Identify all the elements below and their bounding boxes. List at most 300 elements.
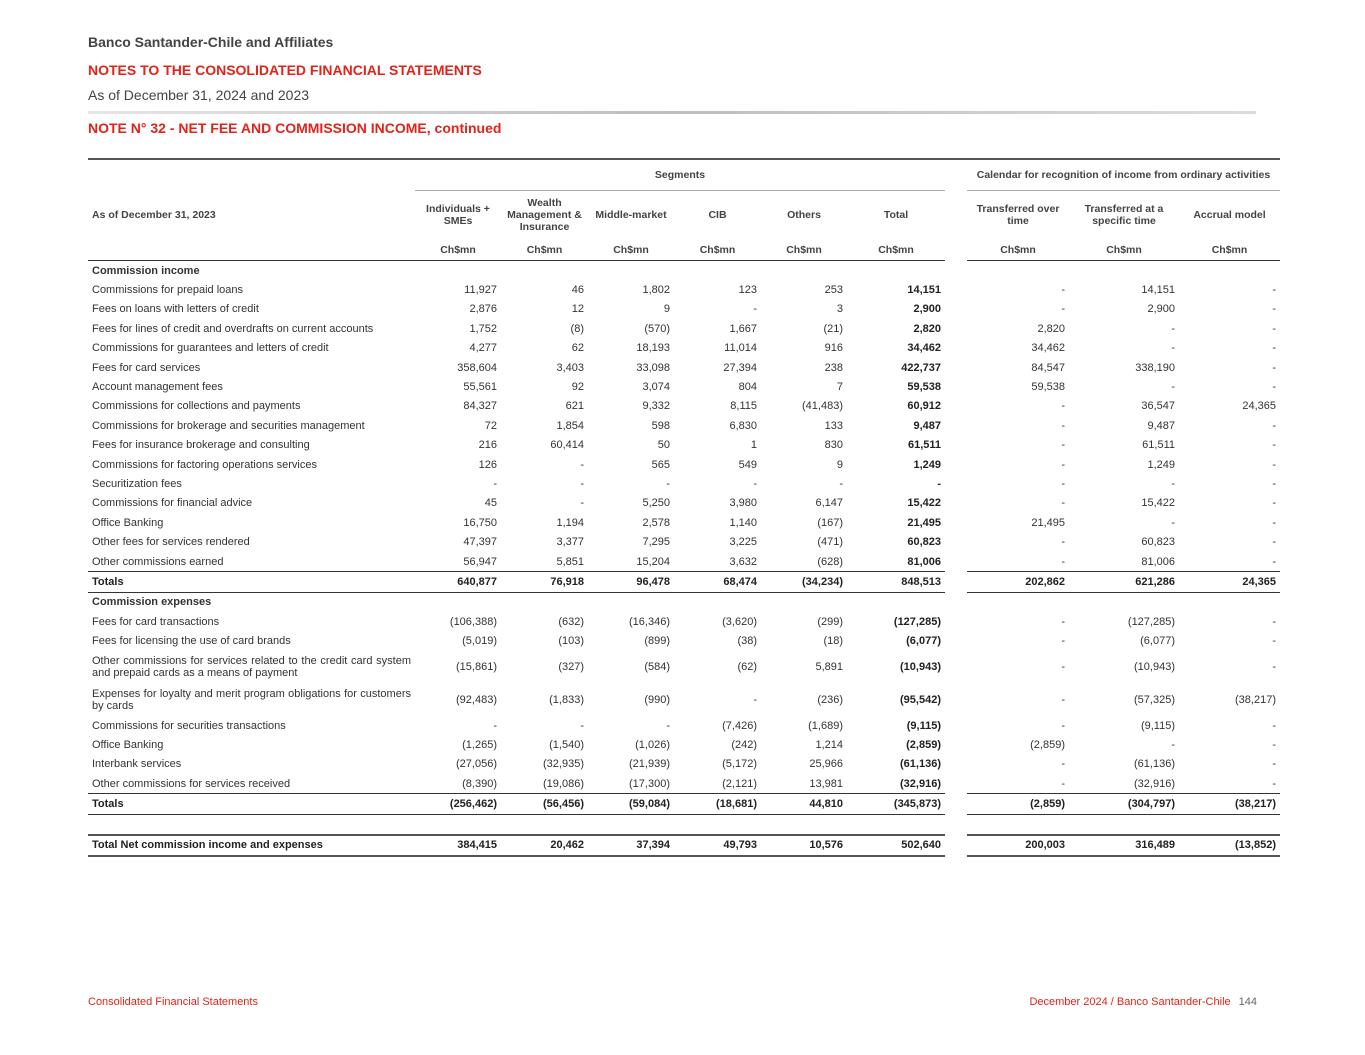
column-gap [945,532,967,551]
column-gap [945,300,967,319]
value-cell: 34,462 [1031,342,1065,355]
value-cell: 14,151 [1141,284,1175,297]
value-cell: 36,547 [1141,400,1175,413]
row-label: Commissions for prepaid loans [92,284,244,297]
value-cell: - [1171,738,1175,751]
value-cell: (345,873) [847,794,945,814]
expense-row [88,716,1280,735]
value-cell: (18,681) [674,794,761,814]
value-cell: 9 [836,458,843,471]
value-cell: (38,217) [1179,794,1280,814]
expense-row [88,755,1280,774]
value-cell: (17,300) [629,777,670,790]
column-gap [945,755,967,774]
value-cell: 18,193 [636,342,670,355]
footer-left: Consolidated Financial Statements [88,996,258,1008]
row-label: Fees for insurance brokerage and consulting [92,439,310,452]
section-commission-expenses [88,592,1280,612]
value-cell: - [1272,777,1276,790]
row-label: Commissions for securities transactions [92,719,286,732]
value-cell: 1,194 [556,516,584,529]
value-cell: - [1272,536,1276,549]
value-cell: (13,852) [1179,835,1280,856]
value-cell: 640,877 [415,572,501,592]
value-cell: (2,859) [906,738,941,751]
spacer-row [88,814,1280,835]
value-cell: 2,876 [469,303,497,316]
income-row [88,494,1280,513]
value-cell: - [753,303,757,316]
value-cell: (32,916) [1134,777,1175,790]
value-cell: 56,947 [463,555,497,568]
empty-cell [847,592,945,612]
value-cell: 47,397 [463,536,497,549]
first-column-header: As of December 31, 2023 [92,208,216,221]
value-cell: 13,981 [809,777,843,790]
row-label: Fees for lines of credit and overdrafts on current accounts [92,322,374,335]
value-cell: - [1272,342,1276,355]
value-cell: (1,026) [635,738,670,751]
row-label: Office Banking [92,516,164,529]
row-label: Commissions for factoring operations services [92,458,317,471]
unit-label: Ch$mn [967,239,1069,261]
section-label: Commission income [92,264,200,277]
value-cell: 62 [571,342,584,355]
value-cell: 60,414 [550,439,584,452]
value-cell: 50 [657,439,670,452]
expense-row [88,612,1280,631]
income-row [88,436,1280,455]
group-calendar: Calendar for recognition of income from ordinary activities [967,160,1280,191]
row-label: Account management fees [92,381,223,394]
income-row [88,377,1280,396]
value-cell: (327) [558,661,584,674]
note-title: NOTE N° 32 - NET FEE AND COMMISSION INCOME, continued [88,120,502,136]
unit-label: Ch$mn [1179,239,1280,261]
value-cell: - [1061,693,1065,706]
value-cell: - [1061,661,1065,674]
value-cell: (5,019) [462,635,497,648]
value-cell: 60,823 [1141,536,1175,549]
value-cell: - [580,477,584,490]
value-cell: (27,056) [456,758,497,771]
value-cell: 72 [484,419,497,432]
value-cell: 5,250 [642,497,670,510]
value-cell: - [493,477,497,490]
value-cell: 21,495 [907,516,941,529]
column-gap [945,280,967,299]
row-label: Other commissions earned [92,555,224,568]
value-cell: (1,689) [808,719,843,732]
value-cell: (8) [570,322,584,335]
value-cell: (471) [817,536,843,549]
empty-cell [588,592,674,612]
column-gap [945,494,967,513]
column-gap [945,612,967,631]
value-cell: (6,077) [906,635,941,648]
value-cell: 96,478 [588,572,674,592]
as-of-date: As of December 31, 2024 and 2023 [88,87,310,103]
row-label: Other commissions for services related to the credit card system and prepaid cards as a means of payment [92,655,411,680]
value-cell: (61,136) [900,758,941,771]
income-totals-row [88,572,1280,592]
value-cell: - [1061,419,1065,432]
value-cell: (34,234) [761,572,847,592]
value-cell: (990) [644,693,670,706]
value-cell: 33,098 [636,361,670,374]
row-label: Expenses for loyalty and merit program obligations for customers by cards [92,687,411,712]
value-cell: (38) [737,635,757,648]
empty-cell [1069,261,1179,281]
value-cell: (9,115) [1140,719,1175,732]
col-header: Accrual model [1193,209,1266,221]
value-cell: (899) [644,635,670,648]
value-cell: (167) [817,516,843,529]
value-cell: 10,576 [761,835,847,856]
spacer-cell [88,814,1280,835]
value-cell: 68,474 [674,572,761,592]
column-gap [945,735,967,754]
value-cell: - [753,693,757,706]
expense-row [88,631,1280,650]
expense-row [88,683,1280,716]
value-cell: 15,204 [636,555,670,568]
value-cell: (10,943) [1134,661,1175,674]
value-cell: - [1061,555,1065,568]
value-cell: - [1061,777,1065,790]
value-cell: - [1272,555,1276,568]
column-gap [945,358,967,377]
row-label: Fees for card transactions [92,615,220,628]
value-cell: 8,115 [730,400,757,413]
value-cell: - [1061,615,1065,628]
value-cell: 61,511 [907,439,941,452]
column-gap [945,592,967,612]
value-cell: - [1272,458,1276,471]
value-cell: (10,943) [900,661,941,674]
grand-total-row [88,835,1280,856]
value-cell: - [1171,381,1175,394]
value-cell: (6,077) [1140,635,1175,648]
footer-right [1029,996,1257,1008]
value-cell: 81,006 [907,555,941,568]
value-cell: 44,810 [761,794,847,814]
value-cell: 49,793 [674,835,761,856]
value-cell: 621 [565,400,584,413]
empty-cell [1179,261,1280,281]
value-cell: 92 [571,381,584,394]
value-cell: 20,462 [501,835,588,856]
header-divider [88,111,1256,114]
value-cell: 7,295 [642,536,670,549]
col-header: Total [883,209,909,221]
value-cell: - [666,719,670,732]
value-cell: 1,667 [729,322,757,335]
value-cell: - [1061,400,1065,413]
value-cell: (236) [817,693,843,706]
value-cell: 60,823 [907,536,941,549]
value-cell: - [666,477,670,490]
value-cell: - [1061,635,1065,648]
empty-cell [1179,592,1280,612]
value-cell: - [1272,284,1276,297]
row-label: Commissions for collections and payments [92,400,301,413]
income-row [88,455,1280,474]
value-cell: (61,136) [1134,758,1175,771]
section-commission-income [88,261,1280,281]
value-cell: 1,214 [815,738,843,751]
empty-cell [415,592,501,612]
column-gap [945,474,967,493]
value-cell: 565 [651,458,670,471]
empty-cell [761,592,847,612]
value-cell: 200,003 [967,835,1069,856]
value-cell: - [1171,516,1175,529]
section-label: Commission expenses [92,596,212,609]
value-cell: - [1272,497,1276,510]
value-cell: (584) [644,661,670,674]
column-gap [945,774,967,794]
value-cell: (1,265) [462,738,497,751]
page-number: 144 [1238,996,1257,1008]
value-cell: - [1272,419,1276,432]
value-cell: 11,927 [464,284,497,297]
col-header: Others [787,209,821,221]
value-cell: 9 [663,303,670,316]
value-cell: 338,190 [1135,361,1175,374]
value-cell: 6,830 [729,419,757,432]
column-gap [945,416,967,435]
income-row [88,319,1280,338]
column-gap [945,572,967,592]
value-cell: (570) [644,322,670,335]
value-cell: 316,489 [1069,835,1179,856]
expense-row [88,774,1280,794]
value-cell: (1,833) [549,693,584,706]
value-cell: 3 [836,303,843,316]
value-cell: 804 [738,381,757,394]
value-cell: - [1061,477,1065,490]
value-cell: 1 [750,439,757,452]
value-cell: (8,390) [462,777,497,790]
value-cell: 549 [738,458,757,471]
value-cell: - [580,497,584,510]
value-cell: 11,014 [724,342,757,355]
value-cell: - [1061,284,1065,297]
value-cell: (38,217) [1235,693,1276,706]
value-cell: 202,862 [967,572,1069,592]
value-cell: 16,750 [463,516,497,529]
value-cell: - [1272,738,1276,751]
value-cell: 502,640 [847,835,945,856]
value-cell: 2,820 [913,322,941,335]
value-cell: (127,285) [893,615,941,628]
empty-cell [967,592,1069,612]
value-cell: - [1272,615,1276,628]
value-cell: (628) [817,555,843,568]
value-cell: 45 [484,497,497,510]
value-cell: 5,851 [556,555,584,568]
value-cell: (21,939) [629,758,670,771]
column-gap [945,651,967,684]
value-cell: - [937,477,941,490]
value-cell: 55,561 [463,381,497,394]
value-cell: 3,403 [556,361,584,374]
income-row [88,552,1280,572]
value-cell: 238 [824,361,843,374]
column-gap [945,436,967,455]
value-cell: 916 [824,342,843,355]
column-gap [945,835,967,856]
column-gap [945,377,967,396]
value-cell: 2,900 [1147,303,1175,316]
value-cell: - [1272,635,1276,648]
value-cell: 126 [478,458,497,471]
row-label: Totals [88,794,415,814]
value-cell: - [1061,439,1065,452]
income-row [88,474,1280,493]
value-cell: 15,422 [907,497,941,510]
value-cell: 27,394 [723,361,757,374]
value-cell: 1,140 [729,516,757,529]
row-label: Interbank services [92,758,182,771]
value-cell: - [1171,477,1175,490]
value-cell: 3,377 [556,536,584,549]
commission-table [88,158,1280,857]
income-row [88,339,1280,358]
value-cell: - [839,477,843,490]
value-cell: 422,737 [901,361,941,374]
row-label: Total Net commission income and expenses [88,835,415,856]
value-cell: (32,935) [543,758,584,771]
row-label: Fees for licensing the use of card brands [92,635,291,648]
value-cell: - [493,719,497,732]
empty-cell [967,261,1069,281]
value-cell: 5,891 [815,661,843,674]
value-cell: 1,249 [1147,458,1175,471]
empty-cell [588,261,674,281]
col-header: Transferred over time [976,203,1060,227]
empty-cell [761,261,847,281]
value-cell: 6,147 [815,497,843,510]
value-cell: 2,820 [1037,322,1065,335]
column-gap [945,455,967,474]
value-cell: 25,966 [809,758,843,771]
value-cell: (2,121) [722,777,757,790]
value-cell: (632) [558,615,584,628]
income-row [88,397,1280,416]
value-cell: (3,620) [722,615,757,628]
value-cell: (59,084) [588,794,674,814]
value-cell: 830 [824,439,843,452]
value-cell: 21,495 [1031,516,1065,529]
income-row [88,532,1280,551]
column-gap [945,397,967,416]
value-cell: - [1272,322,1276,335]
value-cell: 84,547 [1031,361,1065,374]
row-label: Commissions for brokerage and securities management [92,419,365,432]
value-cell: - [1061,719,1065,732]
value-cell: - [753,477,757,490]
value-cell: (19,086) [543,777,584,790]
value-cell: 15,422 [1141,497,1175,510]
value-cell: (18) [823,635,843,648]
empty-cell [847,261,945,281]
value-cell: 3,225 [729,536,757,549]
value-cell: - [1272,719,1276,732]
value-cell: - [1272,516,1276,529]
value-cell: 9,487 [913,419,941,432]
value-cell: (1,540) [549,738,584,751]
value-cell: 61,511 [1142,439,1175,452]
value-cell: 46 [571,284,584,297]
value-cell: 3,980 [729,497,757,510]
row-label: Other commissions for services received [92,777,291,790]
col-header: Wealth Management & Insurance [507,197,582,233]
value-cell: 621,286 [1069,572,1179,592]
value-cell: - [1061,536,1065,549]
value-cell: - [1272,439,1276,452]
value-cell: 4,277 [469,342,497,355]
empty-cell [501,592,588,612]
value-cell: 358,604 [457,361,497,374]
col-header: CIB [708,209,727,221]
expense-row [88,651,1280,684]
income-row [88,416,1280,435]
value-cell: (2,859) [1030,738,1065,751]
value-cell: 123 [738,284,757,297]
row-label: Commissions for financial advice [92,497,253,510]
value-cell: (41,483) [802,400,843,413]
value-cell: 1,752 [469,322,497,335]
value-cell: (7,426) [722,719,757,732]
value-cell: - [1061,497,1065,510]
value-cell: 9,332 [642,400,670,413]
value-cell: 1,802 [642,284,670,297]
value-cell: - [580,719,584,732]
group-segments: Segments [415,160,945,191]
empty-cell [674,261,761,281]
value-cell: 848,513 [847,572,945,592]
footer-right-text: December 2024 / Banco Santander-Chile [1029,996,1231,1008]
unit-label: Ch$mn [415,239,501,261]
column-gap [945,552,967,572]
column-gap [945,339,967,358]
row-label: Office Banking [92,738,164,751]
company-name: Banco Santander-Chile and Affiliates [88,34,334,50]
value-cell: 2,578 [642,516,670,529]
notes-title: NOTES TO THE CONSOLIDATED FINANCIAL STATEMENTS [88,62,482,78]
value-cell: (106,388) [449,615,497,628]
value-cell: - [1061,303,1065,316]
col-header: Individuals + SMEs [426,203,490,227]
value-cell: (299) [817,615,843,628]
unit-label: Ch$mn [761,239,847,261]
value-cell: 12 [571,303,584,316]
row-label: Commissions for guarantees and letters of credit [92,342,329,355]
value-cell: - [1272,361,1276,374]
value-cell: 2,900 [913,303,941,316]
value-cell: 59,538 [907,381,941,394]
value-cell: (57,325) [1134,693,1175,706]
value-cell: - [1272,758,1276,771]
value-cell: 81,006 [1141,555,1175,568]
value-cell: 24,365 [1242,400,1276,413]
value-cell: (21) [823,322,843,335]
value-cell: (2,859) [967,794,1069,814]
value-cell: (15,861) [456,661,497,674]
column-gap [945,631,967,650]
